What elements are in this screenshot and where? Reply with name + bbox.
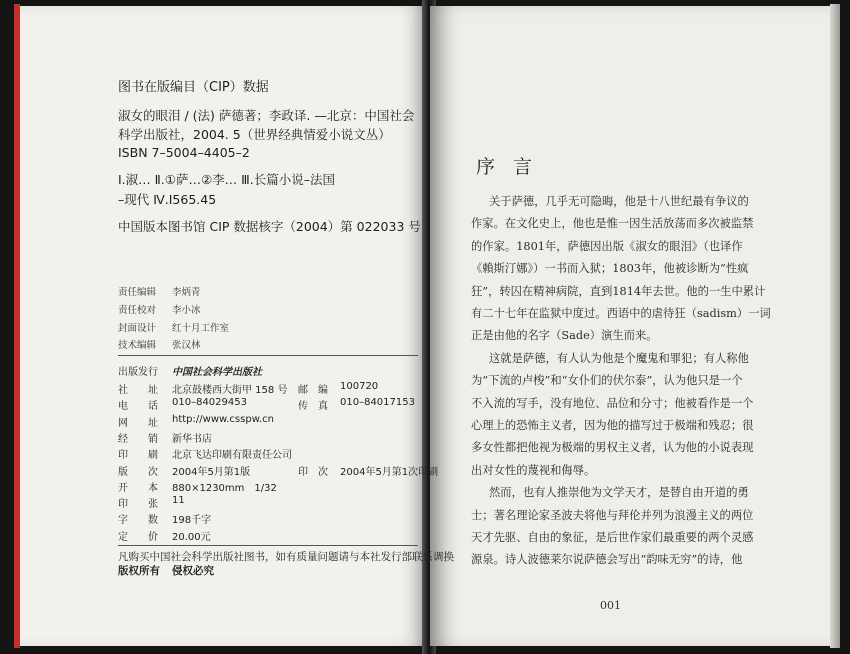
publisher-field-value: 880×1230mm 1/32 bbox=[172, 482, 277, 494]
preface-line: 然而，也有人推崇他为文学天才，是替自由开道的勇 bbox=[489, 486, 749, 500]
preface-line: 士；著名理论家圣波夫将他与拜伦并列为浪漫主义的两位 bbox=[471, 508, 754, 522]
rights-line: 版权所有 侵权必究 bbox=[118, 565, 214, 577]
publisher-field-label: 社 址 bbox=[118, 385, 158, 396]
publisher-field-label: 经 销 bbox=[118, 433, 158, 445]
publisher-field-label: 开 本 bbox=[118, 482, 158, 494]
publisher-name: 中国社会科学出版社 bbox=[172, 367, 262, 378]
cip-line: 淑女的眼泪 / (法) 萨德著；李政译. —北京：中国社会 bbox=[118, 108, 415, 123]
publisher-field-label: 印 张 bbox=[118, 499, 158, 511]
preface-line: 心理上的恐怖主义者，因为他的描写过于极端和残忍；很 bbox=[471, 419, 754, 432]
publisher-field-value: 20.00元 bbox=[172, 531, 211, 543]
page-number: 001 bbox=[600, 599, 621, 612]
publisher-field-value: 11 bbox=[172, 495, 185, 507]
publisher-field-value: 198千字 bbox=[172, 515, 212, 527]
publisher-field-label: 字 数 bbox=[118, 515, 158, 527]
publisher-field-value: 北京飞达印刷有限责任公司 bbox=[172, 450, 292, 462]
preface-line: 这就是萨德，有人认为他是个魔鬼和罪犯；有人称他 bbox=[489, 351, 749, 365]
preface-line: 出对女性的蔑视和侮辱。 bbox=[471, 463, 596, 477]
publisher-field-value: 北京鼓楼西大街甲 158 号 bbox=[172, 385, 288, 396]
publisher-field-value: 2004年5月第1版 bbox=[172, 466, 251, 478]
preface-line: 《賴斯汀娜》）一书而入狱；1803年，他被诊断为“性疯 bbox=[471, 262, 749, 276]
publisher-field-value: 2004年5月第1次印刷 bbox=[340, 466, 439, 478]
cip-heading: 图书在版编目（CIP）数据 bbox=[118, 80, 269, 95]
staff-row: 技术编辑 张汉林 bbox=[118, 340, 201, 351]
divider bbox=[118, 355, 418, 356]
staff-row: 责任编辑 李炳青 bbox=[118, 287, 201, 298]
publisher-field-label: 邮 编 bbox=[298, 385, 328, 396]
classification-line: Ⅰ.淑… Ⅱ.①萨…②李… Ⅲ.长篇小说–法国 bbox=[118, 172, 335, 187]
preface-line: 作家。在文化史上，他也是惟一因生活放荡而多次被监禁 bbox=[471, 217, 754, 231]
publisher-field-label: 印 次 bbox=[298, 466, 328, 478]
publisher-field-value: 010–84029453 bbox=[172, 397, 247, 409]
preface-line: 源泉。诗人波德莱尔说萨德会写出“韵味无穷”的诗，他 bbox=[471, 553, 743, 567]
publisher-field-value: http://www.csspw.cn bbox=[172, 413, 274, 425]
preface-line: 狂”，转囚在精神病院，直到1814年去世。他的一生中累计 bbox=[471, 284, 766, 298]
publisher-field-label: 定 价 bbox=[118, 531, 158, 543]
preface-line: 有二十七年在监狱中度过。西语中的虐待狂（sadism）一词 bbox=[471, 307, 771, 320]
publisher-field-label: 传 真 bbox=[298, 401, 328, 413]
cip-number: 中国版本图书馆 CIP 数据核字（2004）第 022033 号 bbox=[118, 219, 421, 234]
publisher-field-value: 010–84017153 bbox=[340, 397, 415, 409]
staff-row: 责任校对 李小冰 bbox=[118, 305, 201, 316]
preface-line: 不入流的写手，没有地位、品位和分寸；他被看作是一个 bbox=[471, 396, 754, 410]
publisher-field-label: 版 次 bbox=[118, 466, 158, 478]
preface-line: 正是由他的名字（Sade）演生而来。 bbox=[471, 329, 658, 343]
publisher-field-label: 印 刷 bbox=[118, 450, 158, 462]
divider bbox=[118, 545, 418, 546]
preface-line: 天才先驱、自由的象征，是后世作家们最重要的两个灵感 bbox=[471, 531, 754, 544]
preface-line: 为“下流的卢梭”和“女仆们的伏尔泰”，认为他只是一个 bbox=[471, 374, 743, 388]
right-page-edge bbox=[830, 4, 840, 648]
publisher-label: 出版发行 bbox=[118, 367, 158, 378]
preface-line: 关于萨德，几乎无可隐晦，他是十八世纪最有争议的 bbox=[489, 195, 749, 208]
publisher-field-label: 网 址 bbox=[118, 417, 158, 429]
quality-notice: 凡购买中国社会科学出版社图书，如有质量问题请与本社发行部联系调换 bbox=[118, 551, 454, 563]
classification-line: –现代 Ⅳ.I565.45 bbox=[118, 192, 217, 207]
isbn: ISBN 7–5004–4405–2 bbox=[118, 145, 250, 160]
preface-line: 多女性都把他视为极端的男权主义者，认为他的小说表现 bbox=[471, 441, 754, 455]
publisher-field-value: 100720 bbox=[340, 381, 379, 392]
cip-line: 科学出版社，2004. 5（世界经典情爱小说文丛） bbox=[118, 127, 391, 142]
publisher-field-label: 电 话 bbox=[118, 401, 158, 413]
preface-page bbox=[430, 6, 830, 646]
preface-line: 的作家。1801年，萨德因出版《淑女的眼泪》（也译作 bbox=[471, 239, 743, 253]
publisher-field-value: 新华书店 bbox=[172, 433, 212, 445]
preface-heading: 序 言 bbox=[476, 156, 539, 178]
staff-row: 封面设计 红十月工作室 bbox=[118, 323, 230, 334]
